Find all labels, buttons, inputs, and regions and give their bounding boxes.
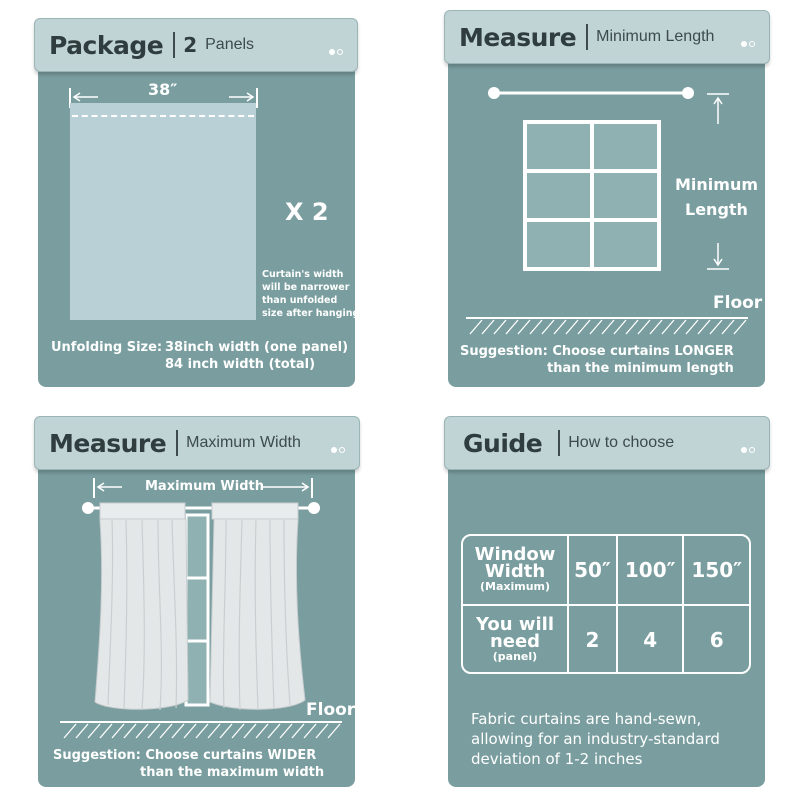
guide-footer-3: deviation of 1-2 inches: [471, 750, 643, 768]
note-line: than unfolded: [262, 295, 338, 306]
guide-footer-1: Fabric curtains are hand-sewn,: [471, 710, 702, 728]
min-length-label-2: Length: [685, 200, 748, 219]
panels-needed-header: [462, 605, 568, 674]
header-line: need: [489, 631, 541, 652]
panel-count: 2: [183, 33, 198, 57]
max-width-title: Measure: [49, 428, 167, 458]
guide-header: [444, 416, 770, 470]
min-length-label-1: Minimum: [675, 175, 759, 194]
guide-subtitle: How to choose: [568, 434, 675, 451]
min-length-subtitle: Minimum Length: [596, 28, 715, 45]
max-width-subtitle: Maximum Width: [186, 434, 301, 451]
panels-cell: 6: [683, 605, 750, 674]
header-note: (Maximum): [479, 580, 551, 593]
header-divider: [558, 430, 560, 456]
header-line: Width: [484, 561, 546, 582]
guide-title: Guide: [463, 428, 543, 458]
window-width-header: [462, 535, 568, 605]
width-cell: 50″: [568, 535, 617, 605]
note-line: size after hanging: [262, 308, 360, 319]
floor-label: Floor: [713, 293, 763, 313]
width-cell: 150″: [683, 535, 750, 605]
unfold-size-line-2: 84 inch width (total): [165, 357, 316, 372]
min-length-suggestion-1: Suggestion: Choose curtains LONGER: [460, 344, 734, 359]
max-width-suggestion-1: Suggestion: Choose curtains WIDER: [53, 748, 317, 763]
width-cell: 100″: [617, 535, 684, 605]
panel-guide-table: [461, 534, 751, 674]
floor-label: Floor: [306, 700, 356, 720]
header-line: Window: [474, 544, 556, 565]
min-length-title: Measure: [459, 22, 577, 52]
unfold-size-label: Unfolding Size:: [51, 340, 163, 355]
multiplier-text: X 2: [285, 198, 329, 226]
note-line: Curtain's width: [262, 269, 344, 280]
unfold-size-line-1: 38inch width (one panel): [165, 340, 349, 355]
guide-footer-2: allowing for an industry-standard: [471, 730, 720, 748]
package-subtitle: Panels: [205, 36, 255, 53]
package-title: Package: [49, 30, 164, 60]
panels-cell: 4: [617, 605, 684, 674]
max-width-suggestion-2: than the maximum width: [140, 765, 325, 780]
panels-cell: 2: [568, 605, 617, 674]
header-note: (panel): [492, 650, 538, 663]
pager-dots-icon: [739, 439, 755, 458]
max-width-label: Maximum Width: [145, 479, 264, 494]
header-line: You will: [476, 614, 554, 635]
note-line: will be narrower: [262, 282, 350, 293]
min-length-suggestion-2: than the minimum length: [547, 361, 734, 376]
curtain-width-label: 38″: [148, 80, 178, 99]
